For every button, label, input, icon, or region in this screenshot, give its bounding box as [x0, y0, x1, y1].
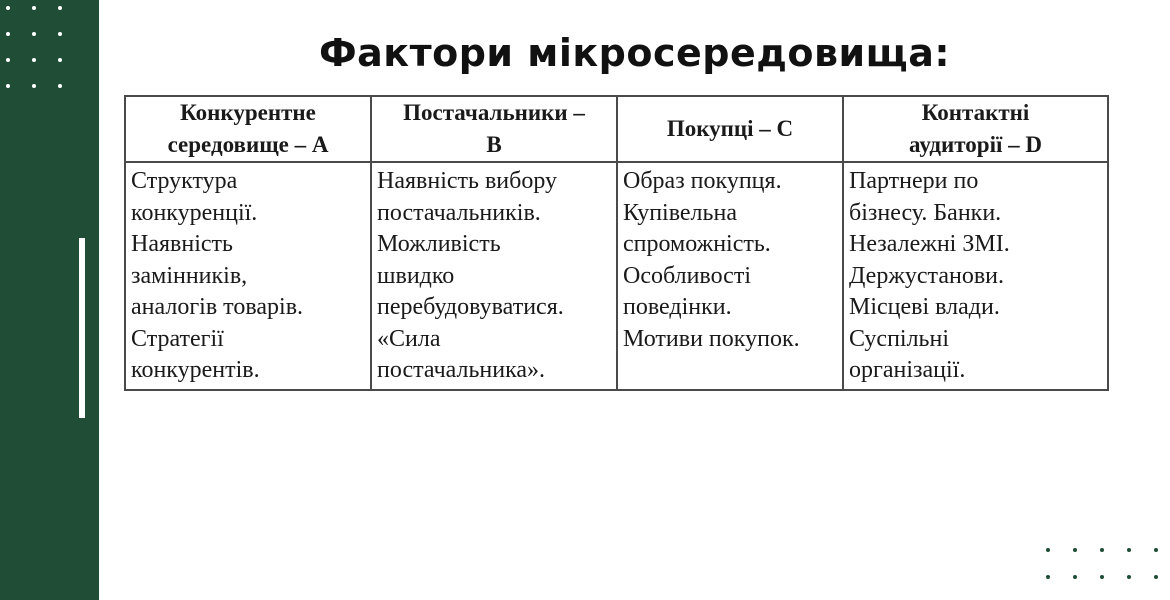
cell-contact-audiences: Партнери по бізнесу. Банки. Незалежні ЗМІ. Держустанови. Місцеві влади. Суспільні організації.: [843, 162, 1108, 390]
decorative-dot-grid-bottom: [1046, 548, 1170, 600]
dot-icon: [1127, 575, 1131, 579]
dot-icon: [6, 84, 10, 88]
dot-icon: [58, 6, 62, 10]
dot-icon: [6, 32, 10, 36]
dot-icon: [1046, 548, 1050, 552]
decorative-dot-grid-top: [6, 6, 84, 110]
factors-table: [124, 95, 1109, 391]
dot-icon: [6, 6, 10, 10]
dot-icon: [58, 58, 62, 62]
dot-icon: [1154, 548, 1158, 552]
dot-icon: [1073, 548, 1077, 552]
dot-icon: [1100, 548, 1104, 552]
header-contact-audiences: Контактні аудиторії – D: [843, 96, 1108, 162]
sidebar-panel: [0, 0, 99, 600]
dot-icon: [32, 32, 36, 36]
dot-icon: [1073, 575, 1077, 579]
table-header-row: [125, 96, 1108, 162]
slide-title: Фактори мікросередовища:: [318, 31, 951, 76]
dot-icon: [32, 58, 36, 62]
cell-competitive-environment: Структура конкуренції. Наявність замінників, аналогів товарів. Стратегії конкурентів.: [125, 162, 371, 390]
table-row: [125, 162, 1108, 390]
dot-icon: [58, 32, 62, 36]
header-customers: Покупці – С: [617, 96, 843, 162]
cell-suppliers: Наявність вибору постачальників. Можливість швидко перебудовуватися. «Сила постачальника».: [371, 162, 617, 390]
header-competitive-environment: Конкурентне середовище – А: [125, 96, 371, 162]
dot-icon: [1154, 575, 1158, 579]
cell-customers: Образ покупця. Купівельна спроможність. Особливості поведінки. Мотиви покупок.: [617, 162, 843, 390]
dot-icon: [1100, 575, 1104, 579]
header-suppliers: Постачальники – В: [371, 96, 617, 162]
dot-icon: [58, 84, 62, 88]
dot-icon: [6, 58, 10, 62]
accent-line: [79, 238, 85, 418]
dot-icon: [1046, 575, 1050, 579]
dot-icon: [32, 84, 36, 88]
dot-icon: [1127, 548, 1131, 552]
dot-icon: [32, 6, 36, 10]
